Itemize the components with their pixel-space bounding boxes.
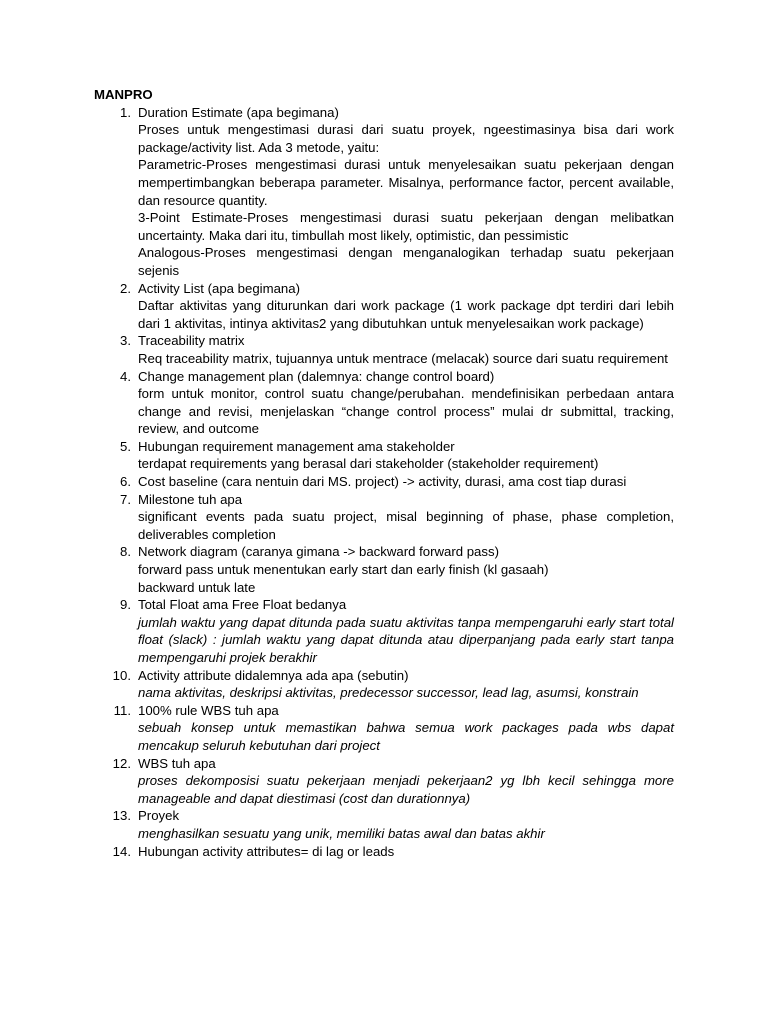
item-paragraph: menghasilkan sesuatu yang unik, memiliki batas awal dan batas akhir (138, 825, 545, 841)
item-paragraph: terdapat requirements yang berasal dari stakeholder (stakeholder requirement) (138, 456, 599, 472)
list-item (94, 280, 674, 333)
list-item (94, 104, 674, 280)
item-heading: Traceability matrix (138, 333, 245, 349)
item-number: 10. (112, 667, 131, 683)
item-number: 14. (112, 843, 131, 859)
item-number: 7. (120, 491, 131, 507)
item-paragraph: proses dekomposisi suatu pekerjaan menjadi pekerjaan2 yg lbh kecil sehingga more manageable and dapat diestimasi (cost dan durationnya) (138, 773, 674, 806)
item-number: 11. (113, 702, 131, 718)
list-item (94, 438, 674, 473)
list-item (94, 473, 674, 491)
document-page (94, 86, 674, 860)
item-number: 13. (112, 808, 131, 824)
list-item (94, 667, 674, 702)
item-paragraph: sebuah konsep untuk memastikan bahwa semua work packages pada wbs dapat mencakup seluruh kebutuhan dari project (138, 720, 674, 753)
item-paragraph: nama aktivitas, deskripsi aktivitas, predecessor successor, lead lag, asumsi, konstrain (138, 685, 639, 701)
item-heading: Milestone tuh apa (138, 491, 243, 507)
list-item (94, 368, 674, 438)
document-title: MANPRO (94, 87, 153, 102)
item-paragraph: Daftar aktivitas yang diturunkan dari work package (1 work package dpt terdiri dari lebih dari 1 aktivitas, intinya aktivitas2 yang dibutuhkan untuk menyelesaikan work package) (138, 298, 674, 331)
numbered-list (94, 104, 674, 861)
item-paragraph: significant events pada suatu project, misal beginning of phase, phase completion, deliverables completion (138, 509, 674, 542)
item-paragraph: forward pass untuk menentukan early start dan early finish (kl gasaah) (138, 562, 549, 578)
item-heading: Change management plan (dalemnya: change control board) (138, 368, 495, 384)
item-paragraph: jumlah waktu yang dapat ditunda pada suatu aktivitas tanpa mempengaruhi early start total float (slack) : jumlah waktu yang dapat ditunda atau diperpanjang pada early start tanpa mempengaruhi projek berakhir (138, 614, 674, 665)
item-heading: 100% rule WBS tuh apa (138, 702, 279, 718)
item-heading: Activity List (apa begimana) (138, 280, 300, 296)
list-item (94, 491, 674, 544)
item-paragraph: 3-Point Estimate-Proses mengestimasi durasi suatu pekerjaan dengan melibatkan uncertainty. Maka dari itu, timbullah most likely, optimistic, dan pessimistic (138, 210, 674, 243)
item-number: 2. (120, 280, 131, 296)
item-heading: Total Float ama Free Float bedanya (138, 597, 347, 613)
item-paragraph: Req traceability matrix, tujuannya untuk mentrace (melacak) source dari suatu requirement (138, 350, 668, 366)
list-item (94, 843, 674, 861)
list-item (94, 596, 674, 666)
list-item (94, 807, 674, 842)
list-item (94, 755, 674, 808)
item-heading: Network diagram (caranya gimana -> backward forward pass) (138, 544, 499, 560)
item-number: 8. (120, 544, 131, 560)
item-heading: Hubungan requirement management ama stakeholder (138, 438, 455, 454)
item-paragraph: Parametric-Proses mengestimasi durasi untuk menyelesaikan suatu pekerjaan dengan mempertimbangkan beberapa parameter. Misalnya, performance factor, percent available, dan resource quantity. (138, 157, 674, 208)
item-number: 6. (120, 474, 131, 490)
item-paragraph: backward untuk late (138, 579, 256, 595)
item-number: 9. (120, 597, 131, 613)
list-item (94, 702, 674, 755)
item-heading: Cost baseline (cara nentuin dari MS. project) -> activity, durasi, ama cost tiap durasi (138, 474, 627, 490)
item-heading: Duration Estimate (apa begimana) (138, 104, 339, 120)
item-heading: WBS tuh apa (138, 755, 216, 771)
item-number: 1. (120, 104, 131, 120)
item-heading: Proyek (138, 808, 180, 824)
item-number: 3. (120, 333, 131, 349)
item-number: 5. (120, 438, 131, 454)
item-heading: Activity attribute didalemnya ada apa (sebutin) (138, 667, 409, 683)
item-number: 4. (120, 368, 131, 384)
item-paragraph: form untuk monitor, control suatu change/perubahan. mendefinisikan perbedaan antara change and revisi, menjelaskan “change control process” mulai dr submittal, tracking, review, and outcome (138, 386, 674, 437)
item-paragraph: Proses untuk mengestimasi durasi dari suatu proyek, ngeestimasinya bisa dari work package/activity list. Ada 3 metode, yaitu: (138, 122, 674, 155)
item-paragraph: Analogous-Proses mengestimasi dengan menganalogikan terhadap suatu pekerjaan sejenis (138, 245, 674, 278)
item-heading: Hubungan activity attributes= di lag or leads (138, 843, 395, 859)
item-number: 12. (112, 755, 131, 771)
list-item (94, 332, 674, 367)
list-item (94, 543, 674, 596)
